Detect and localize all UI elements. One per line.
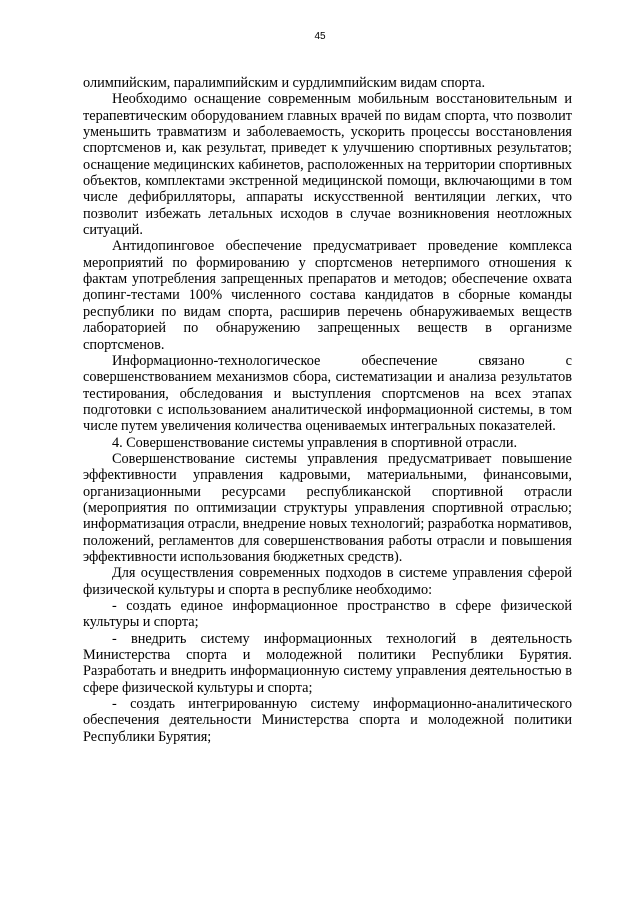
list-item-info-space: - создать единое информационное пространство в сфере физической культуры и спорта; [83,598,572,631]
paragraph-medical-equipment: Необходимо оснащение современным мобильным восстановительным и терапевтическим оборудованием главных врачей по видам спорта, что позволит уменьшить травматизм и заболеваемость, ускорить процессы восстановления спортсменов и, как результат, приведет к улучшению спортивных результатов; оснащение медицинских кабинетов, расположенных на территории спортивных объектов, комплектами экстренной медицинской помощи, включающими в том числе дефибрилляторы, аппараты искусственной вентиляции легких, что позволит избежать летальных исходов в случае возникновения неотложных ситуаций. [83,91,572,239]
page-number: 45 [314,31,326,42]
paragraph-continuation: олимпийским, паралимпийским и сурдлимпийским видам спорта. [83,75,486,91]
paragraph-management-improvement: Совершенствование системы управления предусматривает повышение эффективности управления кадровыми, материальными, финансовыми, организационными ресурсами республиканской спортивной отрасли (мероприятия по оптимизации структуры управления спортивной отраслью; информатизация отрасли, внедрение новых технологий; разработка нормативов, положений, регламентов для совершенствования работы отрасли и повышения эффективности использования бюджетных средств). [83,450,572,565]
paragraph-modern-approaches: Для осуществления современных подходов в системе управления сферой физической культуры и спорта в республике необходимо: [83,565,572,598]
list-item-it-system: - внедрить систему информационных технологий в деятельность Министерства спорта и молодежной политики Республики Бурятия. Разработать и внедрить информационную систему управления деятельностью в сфере физической культуры и спорта; [83,630,572,696]
document-body [83,75,572,745]
paragraph-it-support: Информационно-технологическое обеспечение связано с совершенствованием механизмов сбора, систематизации и анализа результатов тестирования, обследования и выступления спортсменов на всех этапах подготовки с использованием аналитической информационной системы, в том числе путем увеличения количества оцениваемых интегральных показателей. [83,352,572,435]
list-item-analytics-system: - создать интегрированную систему информационно-аналитического обеспечения деятельности Министерства спорта и молодежной политики Республики Бурятия; [83,696,572,745]
paragraph-antidoping: Антидопинговое обеспечение предусматривает проведение комплекса мероприятий по формированию у спортсменов нетерпимого отношения к фактам употребления запрещенных препаратов и методов; обеспечение охвата допинг-тестами 100% численного состава кандидатов в сборные команды республики по видам спорта, расширив перечень обнаруживаемых веществ лабораторией по обнаружению запрещенных веществ в организме спортсменов. [83,238,572,353]
section-heading-management: 4. Совершенствование системы управления в спортивной отрасли. [112,434,518,451]
